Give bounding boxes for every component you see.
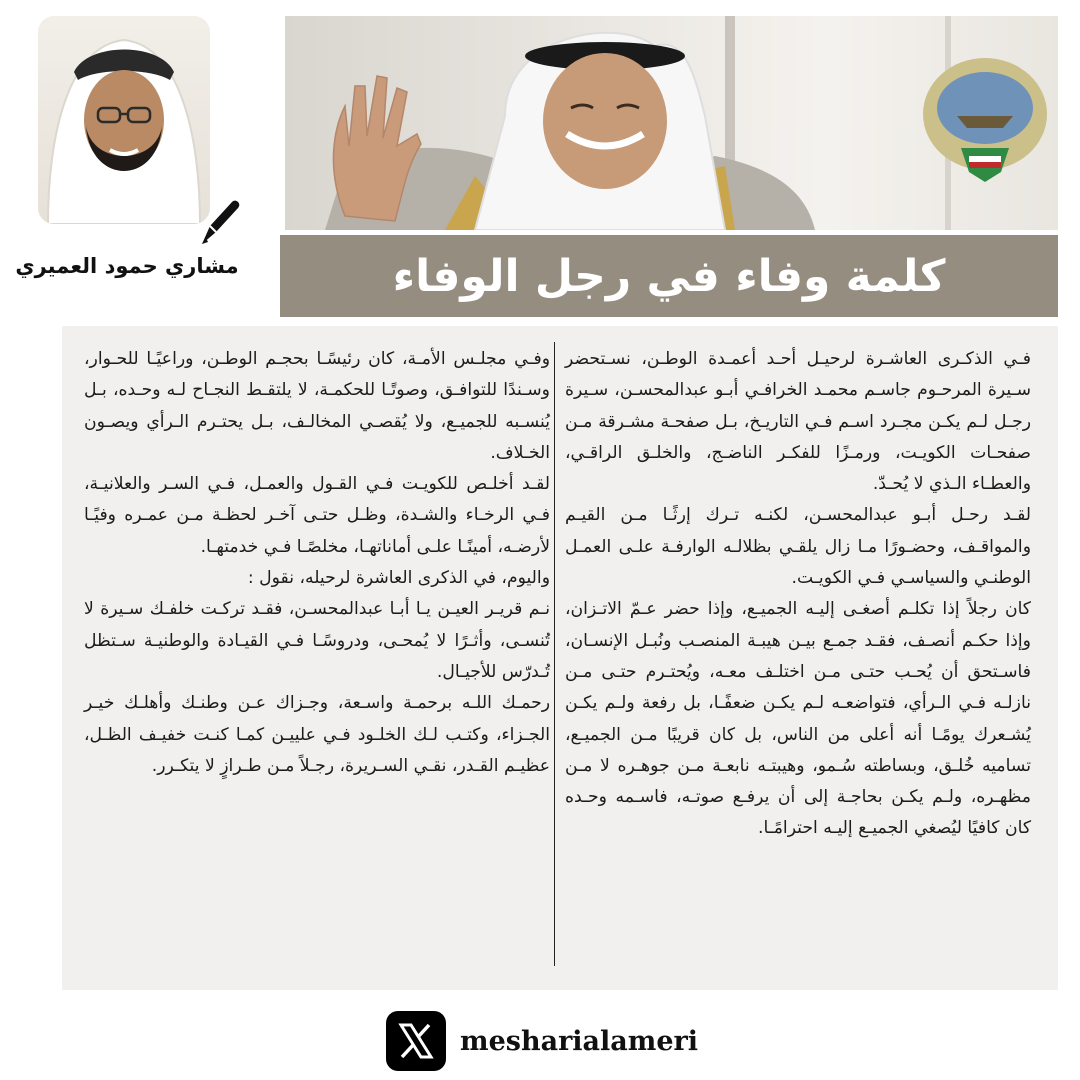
paragraph: نـم قريـر العيـن يـا أبـا عبدالمحسـن، فقـد تركـت خلفـك سـيرة لا تُنسـى، وأثـرًا لا يُمحـى، ودروسًـا فـي القيـادة والوطنيـة سـتظل تُـدرّس للأجيـال. — [84, 599, 550, 682]
paragraph: واليوم، في الذكرى العاشرة لرحيله، نقول : — [247, 568, 550, 589]
paragraph: لقـد رحـل أبـو عبدالمحسـن، لكنـه تـرك إرثًـا مـن القيـم والمواقـف، وحضـورًا مـا زال يلقـي بظلالـه الوارفـة علـى العمـل الوطنـي والسياسـي فـي الكويـت. — [565, 505, 1031, 589]
article-body — [62, 326, 1058, 990]
social-footer — [386, 1010, 698, 1072]
article-title: كلمة وفاء في رجل الوفاء — [392, 250, 946, 302]
paragraph: وفـي مجلـس الأمـة، كان رئيسًـا بحجـم الوطـن، وراعيًـا للحـوار، وسـندًا للتوافـق، وصوتًـا للحكمـة، لا يلتقـط النجـاح لـه وحـده، بـل يُنسـبه للجميـع، ولا يُقصـي المخالـف، بـل يحتـرم الـرأي ويصـون الخـلاف. — [84, 349, 550, 463]
title-banner — [280, 235, 1058, 317]
article-column-left — [84, 344, 550, 782]
article-column-right — [565, 344, 1031, 845]
emblem-illustration — [923, 58, 1047, 182]
paragraph: فـي الذكـرى العاشـرة لرحيـل أحـد أعمـدة الوطـن، نسـتحضر سـيرة المرحـوم جاسـم محمـد الخرافـي أبـو عبدالمحسـن، سـيرة رجـل لـم يكـن مجـرد اسـم فـي التاريـخ، بـل صفحـة مشـرقة مـن صفحـات الكويـت، ورمـزًا للفكـر الناضـج، والخلـق الراقـي، والعطـاء الـذي لا يُحـدّ. — [565, 349, 1031, 495]
paragraph: لقـد أخلـص للكويـت فـي القـول والعمـل، فـي السـر والعلانيـة، فـي الرخـاء والشـدة، وظـل حتـى آخـر لحظـة مـن عمـره وفيًـا لأرضـه، أمينًـا علـى أماناتهـا، مخلصًـا فـي خدمتهـا. — [84, 474, 550, 557]
column-divider — [554, 342, 555, 966]
social-handle[interactable]: mesharialameri — [460, 1025, 699, 1057]
x-glyph-icon — [397, 1022, 435, 1060]
portrait-scene-illustration — [285, 16, 1058, 230]
paragraph: كان رجلاً إذا تكلـم أصغـى إليـه الجميـع، وإذا حضر عـمّ الاتـزان، وإذا حكـم أنصـف، فقـد جمـع بيـن هيبـة المنصـب ونُبـل الإنسـان، فاسـتحق أن يُحـب حتـى مـن اختلـف معـه، ويُحتـرم حتـى مـن نازلـه فـي الـرأي، فتواضعـه لـم يكـن ضعفًـا، بل رفعة ولـم يكـن يُشـعرك يومًـا أنه أعلى من الناس، بل كان قريبًا مـن الجميـع، تساميه خُلـق، وبساطته سُـمو، وهيبتـه نابعـة مـن جوهـره لا مـن مظهـره، ولـم يكـن بحاجـة إلى أن يرفـع صوتـه، فاسـمه وحـده كان كافيًا ليُصغي الجميـع إليـه احترامًـا. — [565, 599, 1031, 839]
author-photo — [38, 16, 210, 224]
author-name: مشاري حمود العميري — [15, 254, 239, 278]
author-portrait-illustration — [38, 16, 210, 224]
x-logo-icon[interactable] — [386, 1011, 446, 1071]
paragraph: رحمـك اللـه برحمـة واسـعة، وجـزاك عـن وطنـك وأهلـك خيـر الجـزاء، وكتـب لـك الخلـود فـي علييـن كمـا كنـت خفيـف الظـل، عظيـم القـدر، نقـي السـريرة، رجـلاً مـن طـرازٍ لا يتكـرر. — [84, 693, 550, 776]
pen-icon — [196, 196, 244, 248]
main-photo — [285, 16, 1058, 230]
